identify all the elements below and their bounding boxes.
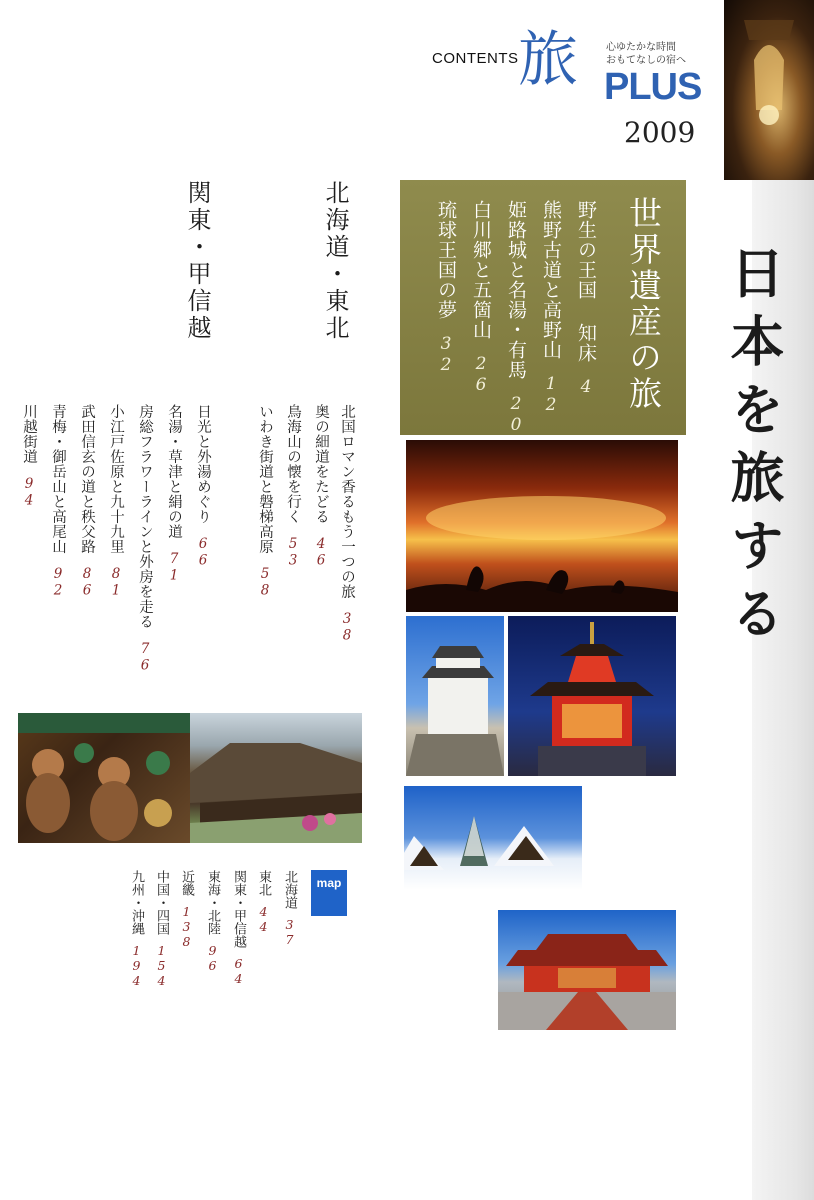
photo-sunset-eagles [406, 440, 678, 612]
map-item[interactable] [280, 870, 299, 947]
map-item-label: 近畿 [179, 870, 194, 896]
toc-item-page: 86 [79, 566, 95, 599]
world-heritage-title: 世界遺産の旅 [624, 196, 663, 412]
issue-year: 2009 [624, 116, 696, 149]
map-item[interactable] [177, 870, 196, 949]
magazine-tagline-1: 心ゆたかな時間 [606, 42, 676, 53]
toc-item-label: 奥の細道をたどる [313, 404, 329, 524]
photo-nikko-three-monkeys [18, 713, 190, 843]
toc-item-label: 鳥海山の懐を行く [285, 404, 301, 524]
heritage-item-label: 姫路城と名湯・有馬 [505, 200, 527, 380]
map-item[interactable] [203, 870, 222, 973]
toc-item-label: 小江戸佐原と九十九里 [108, 404, 124, 554]
map-item-label: 九州・沖縄 [129, 870, 144, 935]
photo-ouchijuku-village [190, 713, 362, 843]
heritage-item-label: 野生の王国 知床 [575, 200, 597, 363]
map-item-page: 96 [205, 943, 220, 973]
photo-shirakawago-snow [404, 786, 582, 890]
toc-item-page: 38 [339, 611, 355, 644]
map-badge: map [311, 870, 347, 916]
magazine-tagline-2: おもてなしの宿へ [606, 55, 686, 66]
toc-item-page: 71 [166, 551, 182, 584]
map-item-label: 北海道 [282, 870, 297, 909]
map-item-page: 194 [129, 943, 144, 988]
heritage-item-page: 4 [576, 377, 596, 398]
heritage-item-page: 32 [436, 334, 456, 376]
toc-item-label: 房総フラワーラインと外房を走る [137, 404, 153, 629]
map-item-label: 関東・甲信越 [231, 870, 246, 948]
toc-item-page: 81 [108, 566, 124, 599]
map-item-label: 中国・四国 [154, 870, 169, 935]
heritage-item-kumano[interactable] [538, 200, 565, 416]
magazine-logo-kanji: 旅 [518, 25, 578, 95]
photo-shuri-castle [498, 910, 676, 1030]
toc-item[interactable] [311, 404, 332, 569]
toc-item[interactable] [19, 404, 40, 509]
map-item[interactable] [254, 870, 273, 934]
heritage-item-label: 熊野古道と高野山 [540, 200, 562, 360]
map-item[interactable] [127, 870, 146, 988]
heritage-item-page: 20 [506, 394, 526, 436]
toc-item[interactable] [164, 404, 185, 584]
toc-item-label: 北国ロマン香るもう一つの旅 [339, 404, 355, 599]
map-item-page: 138 [179, 904, 194, 949]
toc-item-page: 94 [21, 476, 37, 509]
heritage-item-shiretoko[interactable] [573, 200, 600, 398]
toc-item-label: いわき街道と磐梯高原 [257, 404, 273, 554]
map-item[interactable] [229, 870, 248, 986]
toc-item[interactable] [106, 404, 127, 599]
toc-item[interactable] [255, 404, 276, 599]
toc-item-label: 名湯・草津と絹の道 [166, 404, 182, 539]
heritage-item-page: 12 [541, 374, 561, 416]
map-item-page: 154 [154, 943, 169, 988]
map-item-page: 64 [231, 956, 246, 986]
heritage-item-himeji[interactable] [503, 200, 530, 436]
heritage-item-page: 26 [471, 354, 491, 396]
toc-item[interactable] [337, 404, 358, 644]
toc-item-page: 92 [50, 566, 66, 599]
heritage-item-shirakawago[interactable] [468, 200, 495, 396]
toc-item[interactable] [193, 404, 214, 569]
map-item[interactable] [152, 870, 171, 988]
heritage-item-label: 白川郷と五箇山 [470, 200, 492, 340]
photo-himeji-castle [406, 616, 504, 776]
section-title-hokkaido-tohoku: 北海道・東北 [321, 180, 349, 342]
map-item-label: 東海・北陸 [205, 870, 220, 935]
toc-item-page: 58 [257, 566, 273, 599]
main-title: 日本を旅する [722, 245, 786, 653]
toc-item-label: 青梅・御岳山と高尾山 [50, 404, 66, 554]
toc-item-label: 川越街道 [21, 404, 37, 464]
contents-label: CONTENTS [432, 50, 519, 67]
photo-koyasan-pagoda [508, 616, 676, 776]
toc-item[interactable] [283, 404, 304, 569]
toc-item-label: 武田信玄の道と秩父路 [79, 404, 95, 554]
corner-photo-lamp [724, 0, 814, 180]
heritage-item-label: 琉球王国の夢 [435, 200, 457, 320]
map-item-page: 37 [282, 917, 297, 947]
toc-item-label: 日光と外湯めぐり [195, 404, 211, 524]
toc-item[interactable] [77, 404, 98, 599]
toc-item[interactable] [135, 404, 156, 674]
map-item-page: 44 [256, 904, 271, 934]
toc-item-page: 66 [195, 536, 211, 569]
map-item-label: 東北 [256, 870, 271, 896]
heritage-item-ryukyu[interactable] [433, 200, 460, 376]
toc-item-page: 76 [137, 641, 153, 674]
toc-item[interactable] [48, 404, 69, 599]
toc-item-page: 46 [313, 536, 329, 569]
magazine-logo-plus: PLUS [604, 66, 702, 108]
section-title-kanto-koshinetsu: 関東・甲信越 [183, 180, 211, 342]
toc-item-page: 53 [285, 536, 301, 569]
